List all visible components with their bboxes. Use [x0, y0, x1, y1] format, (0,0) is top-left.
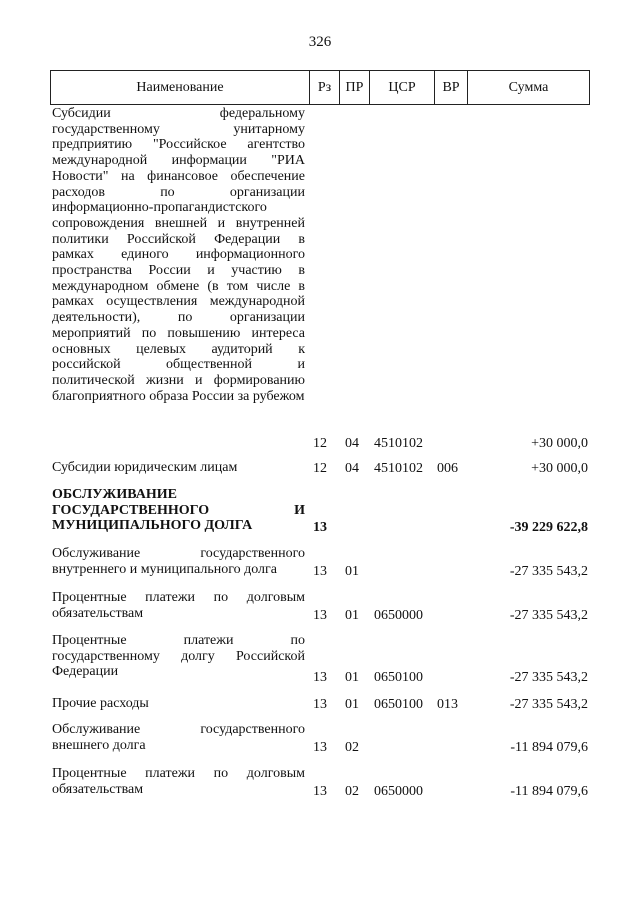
row-sum: -27 335 543,2	[509, 564, 588, 580]
row-name: Обслуживание государственного внешнего долга	[52, 722, 305, 753]
row-rz: 13	[313, 740, 327, 756]
row-csr: 4510102	[374, 436, 423, 452]
header-sum: Сумма	[467, 70, 590, 105]
row-name: Прочие расходы	[52, 696, 149, 711]
row-csr: 0650100	[374, 697, 423, 713]
row-pr: 01	[345, 697, 359, 713]
row-rz: 13	[313, 784, 327, 800]
row-pr: 01	[345, 608, 359, 624]
row-pr: 02	[345, 784, 359, 800]
table-row	[0, 633, 640, 686]
row-rz: 13	[313, 520, 327, 536]
row-csr: 0650000	[374, 608, 423, 624]
row-sum: +30 000,0	[531, 436, 588, 452]
table-row	[0, 590, 640, 624]
row-csr: 4510102	[374, 461, 423, 477]
row-vr: 006	[437, 461, 458, 477]
table-row	[0, 487, 640, 536]
row-rz: 13	[313, 670, 327, 686]
header-rz: Рз	[309, 70, 340, 105]
row-rz: 13	[313, 608, 327, 624]
row-name: Процентные платежи по долговым обязательствам	[52, 766, 305, 797]
row-sum: -11 894 079,6	[510, 740, 588, 756]
table-row	[0, 722, 640, 756]
row-name: Субсидии юридическим лицам	[52, 460, 238, 475]
table-row	[0, 696, 640, 713]
row-pr: 02	[345, 740, 359, 756]
table-row	[0, 106, 640, 452]
row-name: Субсидии федеральному государственному унитарному предприятию "Российское агентство международной информации "РИА Новости" на финансовое обеспечение расходов по организации информационно-пропагандистского сопровождения внешней и внутренней политики Российской Федерации в рамках единого информационного пространства России и участию в международном обмене (в том числе в рамках осуществления международной деятельности), по организации мероприятий по повышению интереса основных целевых аудиторий к российской общественной и политической жизни и формированию благоприятного образа России за рубежом	[52, 106, 305, 404]
header-name: Наименование	[50, 70, 310, 105]
row-name: Обслуживание государственного внутреннего и муниципального долга	[52, 546, 305, 577]
table-row	[0, 460, 640, 477]
row-sum: -27 335 543,2	[509, 670, 588, 686]
header-vr: ВР	[434, 70, 468, 105]
row-rz: 13	[313, 564, 327, 580]
row-rz: 12	[313, 461, 327, 477]
row-pr: 04	[345, 436, 359, 452]
row-vr: 013	[437, 697, 458, 713]
row-sum: -39 229 622,8	[509, 520, 588, 536]
row-pr: 01	[345, 670, 359, 686]
header-pr: ПР	[339, 70, 370, 105]
row-sum: -27 335 543,2	[509, 697, 588, 713]
row-sum: +30 000,0	[531, 461, 588, 477]
row-name: Процентные платежи по долговым обязательствам	[52, 590, 305, 621]
row-name: Процентные платежи по государственному долгу Российской Федерации	[52, 633, 305, 680]
row-csr: 0650100	[374, 670, 423, 686]
row-pr: 01	[345, 564, 359, 580]
row-rz: 13	[313, 697, 327, 713]
row-name: ОБСЛУЖИВАНИЕ ГОСУДАРСТВЕННОГО И МУНИЦИПАЛЬНОГО ДОЛГА	[52, 487, 305, 534]
table-row	[0, 766, 640, 800]
row-csr: 0650000	[374, 784, 423, 800]
header-csr: ЦСР	[369, 70, 435, 105]
row-sum: -27 335 543,2	[509, 608, 588, 624]
page-number: 326	[308, 34, 332, 50]
row-rz: 12	[313, 436, 327, 452]
table-row	[0, 546, 640, 580]
row-sum: -11 894 079,6	[510, 784, 588, 800]
row-pr: 04	[345, 461, 359, 477]
